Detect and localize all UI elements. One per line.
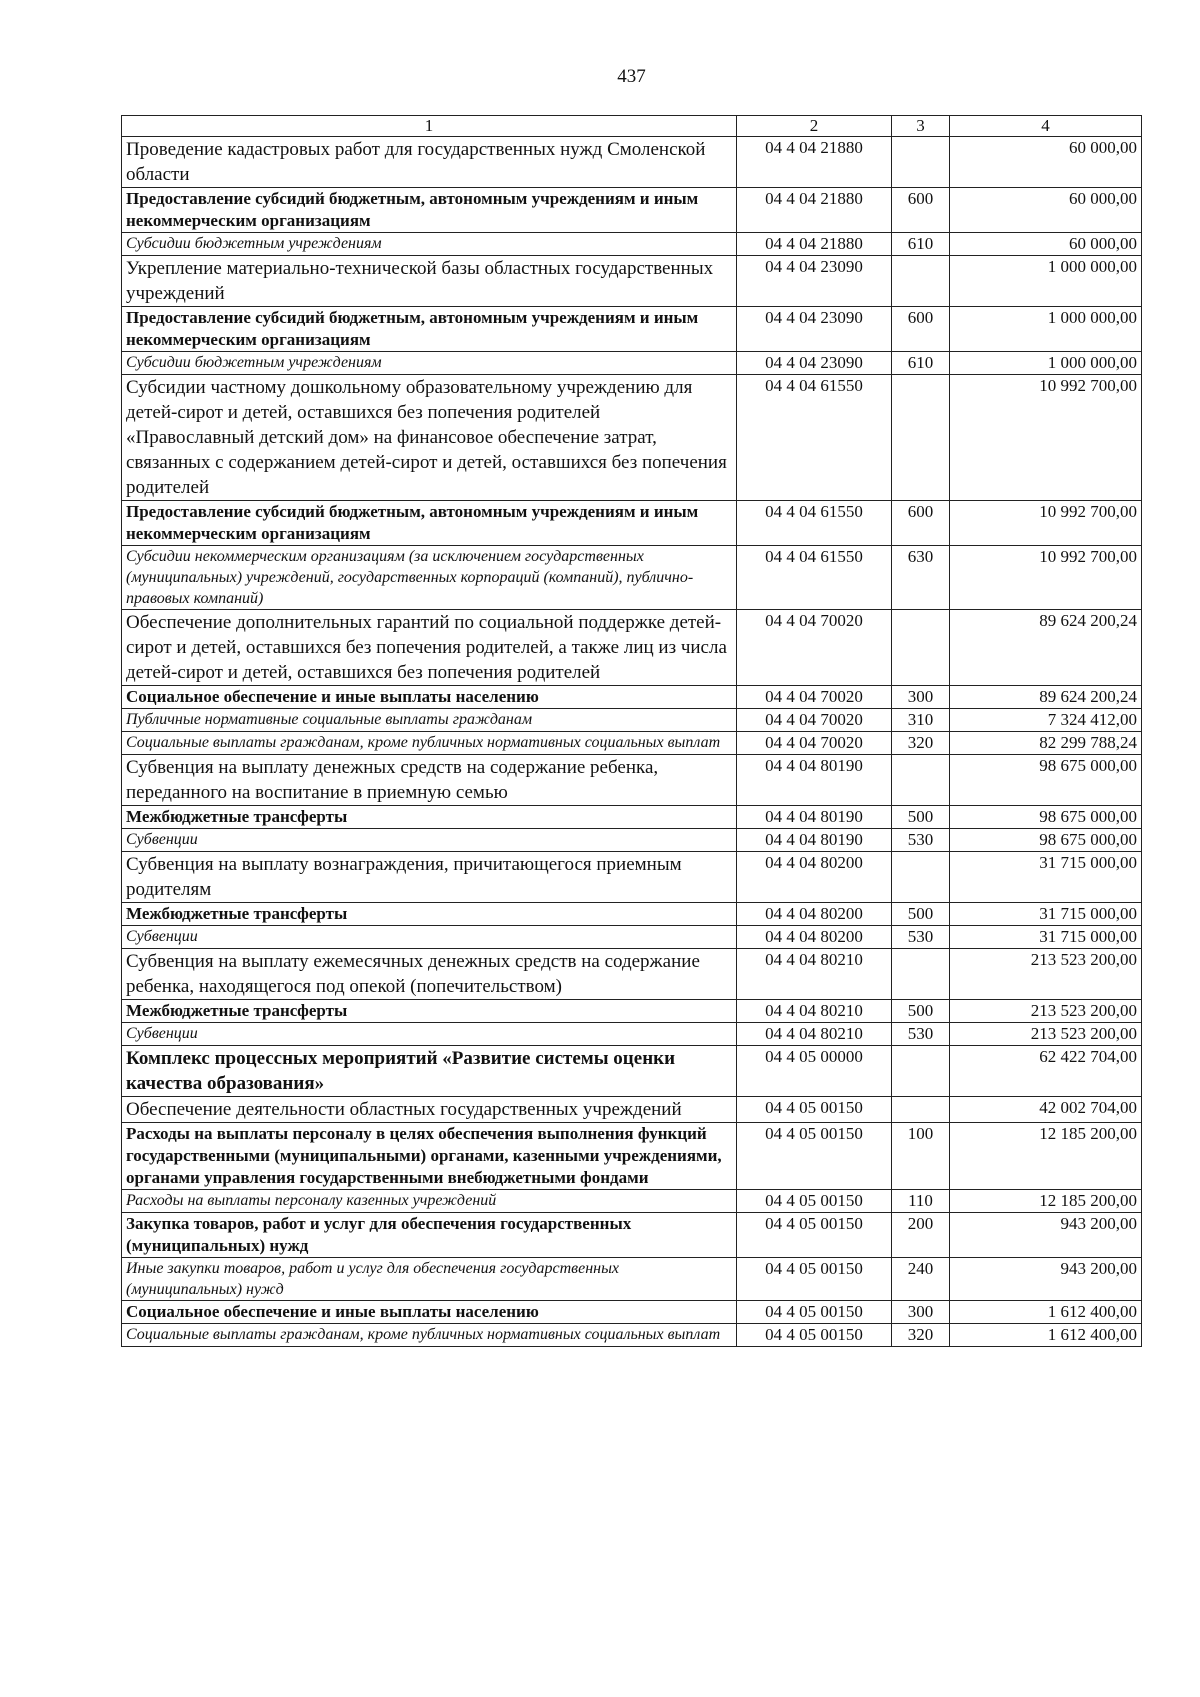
row-amount: 60 000,00 <box>950 233 1142 256</box>
row-name: Укрепление материально-технической базы областных государственных учреждений <box>122 256 737 307</box>
row-expense-type <box>892 610 950 686</box>
table-row <box>122 949 1142 1000</box>
row-expense-type: 600 <box>892 501 950 546</box>
row-amount: 31 715 000,00 <box>950 903 1142 926</box>
row-code: 04 4 04 80210 <box>737 1000 892 1023</box>
row-code: 04 4 05 00150 <box>737 1213 892 1258</box>
table-row <box>122 256 1142 307</box>
row-code: 04 4 05 00150 <box>737 1097 892 1123</box>
row-amount: 98 675 000,00 <box>950 755 1142 806</box>
table-row <box>122 137 1142 188</box>
row-amount: 42 002 704,00 <box>950 1097 1142 1123</box>
table-row <box>122 188 1142 233</box>
row-expense-type: 530 <box>892 926 950 949</box>
row-code: 04 4 04 70020 <box>737 686 892 709</box>
page-number: 437 <box>617 66 646 87</box>
row-expense-type <box>892 1046 950 1097</box>
row-name: Обеспечение деятельности областных государственных учреждений <box>122 1097 737 1123</box>
row-amount: 943 200,00 <box>950 1258 1142 1301</box>
row-expense-type: 610 <box>892 233 950 256</box>
row-code: 04 4 04 70020 <box>737 610 892 686</box>
row-expense-type: 600 <box>892 307 950 352</box>
table-row <box>122 1046 1142 1097</box>
row-expense-type: 600 <box>892 188 950 233</box>
row-expense-type <box>892 1097 950 1123</box>
row-name: Субвенции <box>122 926 737 949</box>
table-row <box>122 852 1142 903</box>
row-name: Субсидии бюджетным учреждениям <box>122 233 737 256</box>
row-amount: 62 422 704,00 <box>950 1046 1142 1097</box>
row-code: 04 4 04 80200 <box>737 903 892 926</box>
row-code: 04 4 05 00150 <box>737 1258 892 1301</box>
row-name: Комплекс процессных мероприятий «Развитие системы оценки качества образования» <box>122 1046 737 1097</box>
row-code: 04 4 04 21880 <box>737 188 892 233</box>
row-code: 04 4 04 23090 <box>737 307 892 352</box>
row-amount: 1 000 000,00 <box>950 307 1142 352</box>
row-expense-type: 200 <box>892 1213 950 1258</box>
row-code: 04 4 05 00150 <box>737 1190 892 1213</box>
row-amount: 12 185 200,00 <box>950 1190 1142 1213</box>
table-row <box>122 709 1142 732</box>
table-row <box>122 1324 1142 1347</box>
header-col-3: 3 <box>892 116 950 137</box>
row-code: 04 4 04 80190 <box>737 755 892 806</box>
row-name: Обеспечение дополнительных гарантий по социальной поддержке детей-сирот и детей, оставшихся без попечения родителей, а также лиц из числа детей-сирот и детей, оставшихся без попечения родителей <box>122 610 737 686</box>
row-name: Закупка товаров, работ и услуг для обеспечения государственных (муниципальных) нужд <box>122 1213 737 1258</box>
table-row <box>122 375 1142 501</box>
row-name: Межбюджетные трансферты <box>122 903 737 926</box>
table-row <box>122 903 1142 926</box>
row-expense-type <box>892 256 950 307</box>
row-code: 04 4 04 80190 <box>737 829 892 852</box>
row-name: Расходы на выплаты персоналу казенных учреждений <box>122 1190 737 1213</box>
table-row <box>122 1000 1142 1023</box>
row-name: Социальные выплаты гражданам, кроме публичных нормативных социальных выплат <box>122 1324 737 1347</box>
table-row <box>122 610 1142 686</box>
row-name: Иные закупки товаров, работ и услуг для обеспечения государственных (муниципальных) нужд <box>122 1258 737 1301</box>
row-code: 04 4 04 70020 <box>737 709 892 732</box>
row-expense-type: 320 <box>892 1324 950 1347</box>
header-col-1: 1 <box>122 116 737 137</box>
row-expense-type: 240 <box>892 1258 950 1301</box>
table-row <box>122 829 1142 852</box>
table-row <box>122 501 1142 546</box>
row-amount: 98 675 000,00 <box>950 829 1142 852</box>
row-expense-type <box>892 375 950 501</box>
row-expense-type: 300 <box>892 686 950 709</box>
row-amount: 82 299 788,24 <box>950 732 1142 755</box>
row-code: 04 4 05 00150 <box>737 1301 892 1324</box>
row-amount: 213 523 200,00 <box>950 1000 1142 1023</box>
row-code: 04 4 05 00150 <box>737 1324 892 1347</box>
row-amount: 60 000,00 <box>950 188 1142 233</box>
row-code: 04 4 04 61550 <box>737 501 892 546</box>
row-code: 04 4 05 00150 <box>737 1123 892 1190</box>
table-row <box>122 1190 1142 1213</box>
row-code: 04 4 04 70020 <box>737 732 892 755</box>
row-code: 04 4 04 80200 <box>737 926 892 949</box>
row-expense-type <box>892 137 950 188</box>
row-expense-type <box>892 755 950 806</box>
table-row <box>122 755 1142 806</box>
row-amount: 89 624 200,24 <box>950 686 1142 709</box>
table-row <box>122 1301 1142 1324</box>
row-amount: 10 992 700,00 <box>950 546 1142 610</box>
row-amount: 12 185 200,00 <box>950 1123 1142 1190</box>
budget-table <box>121 115 1142 1347</box>
row-code: 04 4 04 80210 <box>737 1023 892 1046</box>
row-expense-type: 500 <box>892 1000 950 1023</box>
table-row <box>122 307 1142 352</box>
row-amount: 10 992 700,00 <box>950 501 1142 546</box>
row-name: Социальные выплаты гражданам, кроме публичных нормативных социальных выплат <box>122 732 737 755</box>
row-name: Субвенции <box>122 1023 737 1046</box>
row-name: Межбюджетные трансферты <box>122 1000 737 1023</box>
row-code: 04 4 04 21880 <box>737 137 892 188</box>
table-row <box>122 1023 1142 1046</box>
row-code: 04 4 04 61550 <box>737 546 892 610</box>
table-row <box>122 352 1142 375</box>
table-header-row <box>122 116 1142 137</box>
row-expense-type: 300 <box>892 1301 950 1324</box>
row-name: Предоставление субсидий бюджетным, автономным учреждениям и иным некоммерческим организациям <box>122 188 737 233</box>
row-expense-type: 100 <box>892 1123 950 1190</box>
row-name: Проведение кадастровых работ для государственных нужд Смоленской области <box>122 137 737 188</box>
row-code: 04 4 04 80190 <box>737 806 892 829</box>
row-code: 04 4 04 80200 <box>737 852 892 903</box>
table-body <box>122 137 1142 1347</box>
row-expense-type: 320 <box>892 732 950 755</box>
row-name: Социальное обеспечение и иные выплаты населению <box>122 1301 737 1324</box>
row-amount: 31 715 000,00 <box>950 852 1142 903</box>
row-amount: 943 200,00 <box>950 1213 1142 1258</box>
row-amount: 10 992 700,00 <box>950 375 1142 501</box>
row-amount: 1 612 400,00 <box>950 1301 1142 1324</box>
row-expense-type: 500 <box>892 806 950 829</box>
row-expense-type: 310 <box>892 709 950 732</box>
row-expense-type: 610 <box>892 352 950 375</box>
header-col-4: 4 <box>950 116 1142 137</box>
row-amount: 89 624 200,24 <box>950 610 1142 686</box>
row-name: Предоставление субсидий бюджетным, автономным учреждениям и иным некоммерческим организациям <box>122 501 737 546</box>
row-amount: 1 000 000,00 <box>950 256 1142 307</box>
row-expense-type <box>892 852 950 903</box>
table-row <box>122 926 1142 949</box>
row-amount: 213 523 200,00 <box>950 1023 1142 1046</box>
row-name: Публичные нормативные социальные выплаты гражданам <box>122 709 737 732</box>
row-name: Субсидии некоммерческим организациям (за исключением государственных (муниципальных) учреждений, государственных корпораций (компаний), публично-правовых компаний) <box>122 546 737 610</box>
row-name: Субвенция на выплату вознаграждения, причитающегося приемным родителям <box>122 852 737 903</box>
table-row <box>122 546 1142 610</box>
row-name: Субвенции <box>122 829 737 852</box>
row-name: Межбюджетные трансферты <box>122 806 737 829</box>
row-amount: 213 523 200,00 <box>950 949 1142 1000</box>
row-expense-type: 500 <box>892 903 950 926</box>
row-expense-type <box>892 949 950 1000</box>
table-row <box>122 1123 1142 1190</box>
row-expense-type: 110 <box>892 1190 950 1213</box>
row-name: Субвенция на выплату ежемесячных денежных средств на содержание ребенка, находящегося под опекой (попечительством) <box>122 949 737 1000</box>
header-col-2: 2 <box>737 116 892 137</box>
row-code: 04 4 04 61550 <box>737 375 892 501</box>
row-name: Предоставление субсидий бюджетным, автономным учреждениям и иным некоммерческим организациям <box>122 307 737 352</box>
row-amount: 1 000 000,00 <box>950 352 1142 375</box>
row-amount: 31 715 000,00 <box>950 926 1142 949</box>
row-amount: 7 324 412,00 <box>950 709 1142 732</box>
row-name: Социальное обеспечение и иные выплаты населению <box>122 686 737 709</box>
row-expense-type: 530 <box>892 1023 950 1046</box>
table-row <box>122 1213 1142 1258</box>
row-code: 04 4 04 21880 <box>737 233 892 256</box>
table-row <box>122 732 1142 755</box>
table-row <box>122 806 1142 829</box>
row-name: Субсидии частному дошкольному образовательному учреждению для детей-сирот и детей, оставшихся без попечения родителей «Православный детский дом» на финансовое обеспечение затрат, связанных с содержанием детей-сирот и детей, оставшихся без попечения родителей <box>122 375 737 501</box>
row-code: 04 4 04 23090 <box>737 352 892 375</box>
row-name: Расходы на выплаты персоналу в целях обеспечения выполнения функций государственными (муниципальными) органами, казенными учреждениями, органами управления государственными внебюджетными фондами <box>122 1123 737 1190</box>
row-amount: 1 612 400,00 <box>950 1324 1142 1347</box>
row-expense-type: 630 <box>892 546 950 610</box>
row-amount: 60 000,00 <box>950 137 1142 188</box>
row-amount: 98 675 000,00 <box>950 806 1142 829</box>
row-code: 04 4 04 80210 <box>737 949 892 1000</box>
table-row <box>122 1097 1142 1123</box>
row-code: 04 4 05 00000 <box>737 1046 892 1097</box>
table-row <box>122 233 1142 256</box>
row-code: 04 4 04 23090 <box>737 256 892 307</box>
row-expense-type: 530 <box>892 829 950 852</box>
row-name: Субвенция на выплату денежных средств на содержание ребенка, переданного на воспитание в приемную семью <box>122 755 737 806</box>
row-name: Субсидии бюджетным учреждениям <box>122 352 737 375</box>
table-row <box>122 686 1142 709</box>
table-row <box>122 1258 1142 1301</box>
